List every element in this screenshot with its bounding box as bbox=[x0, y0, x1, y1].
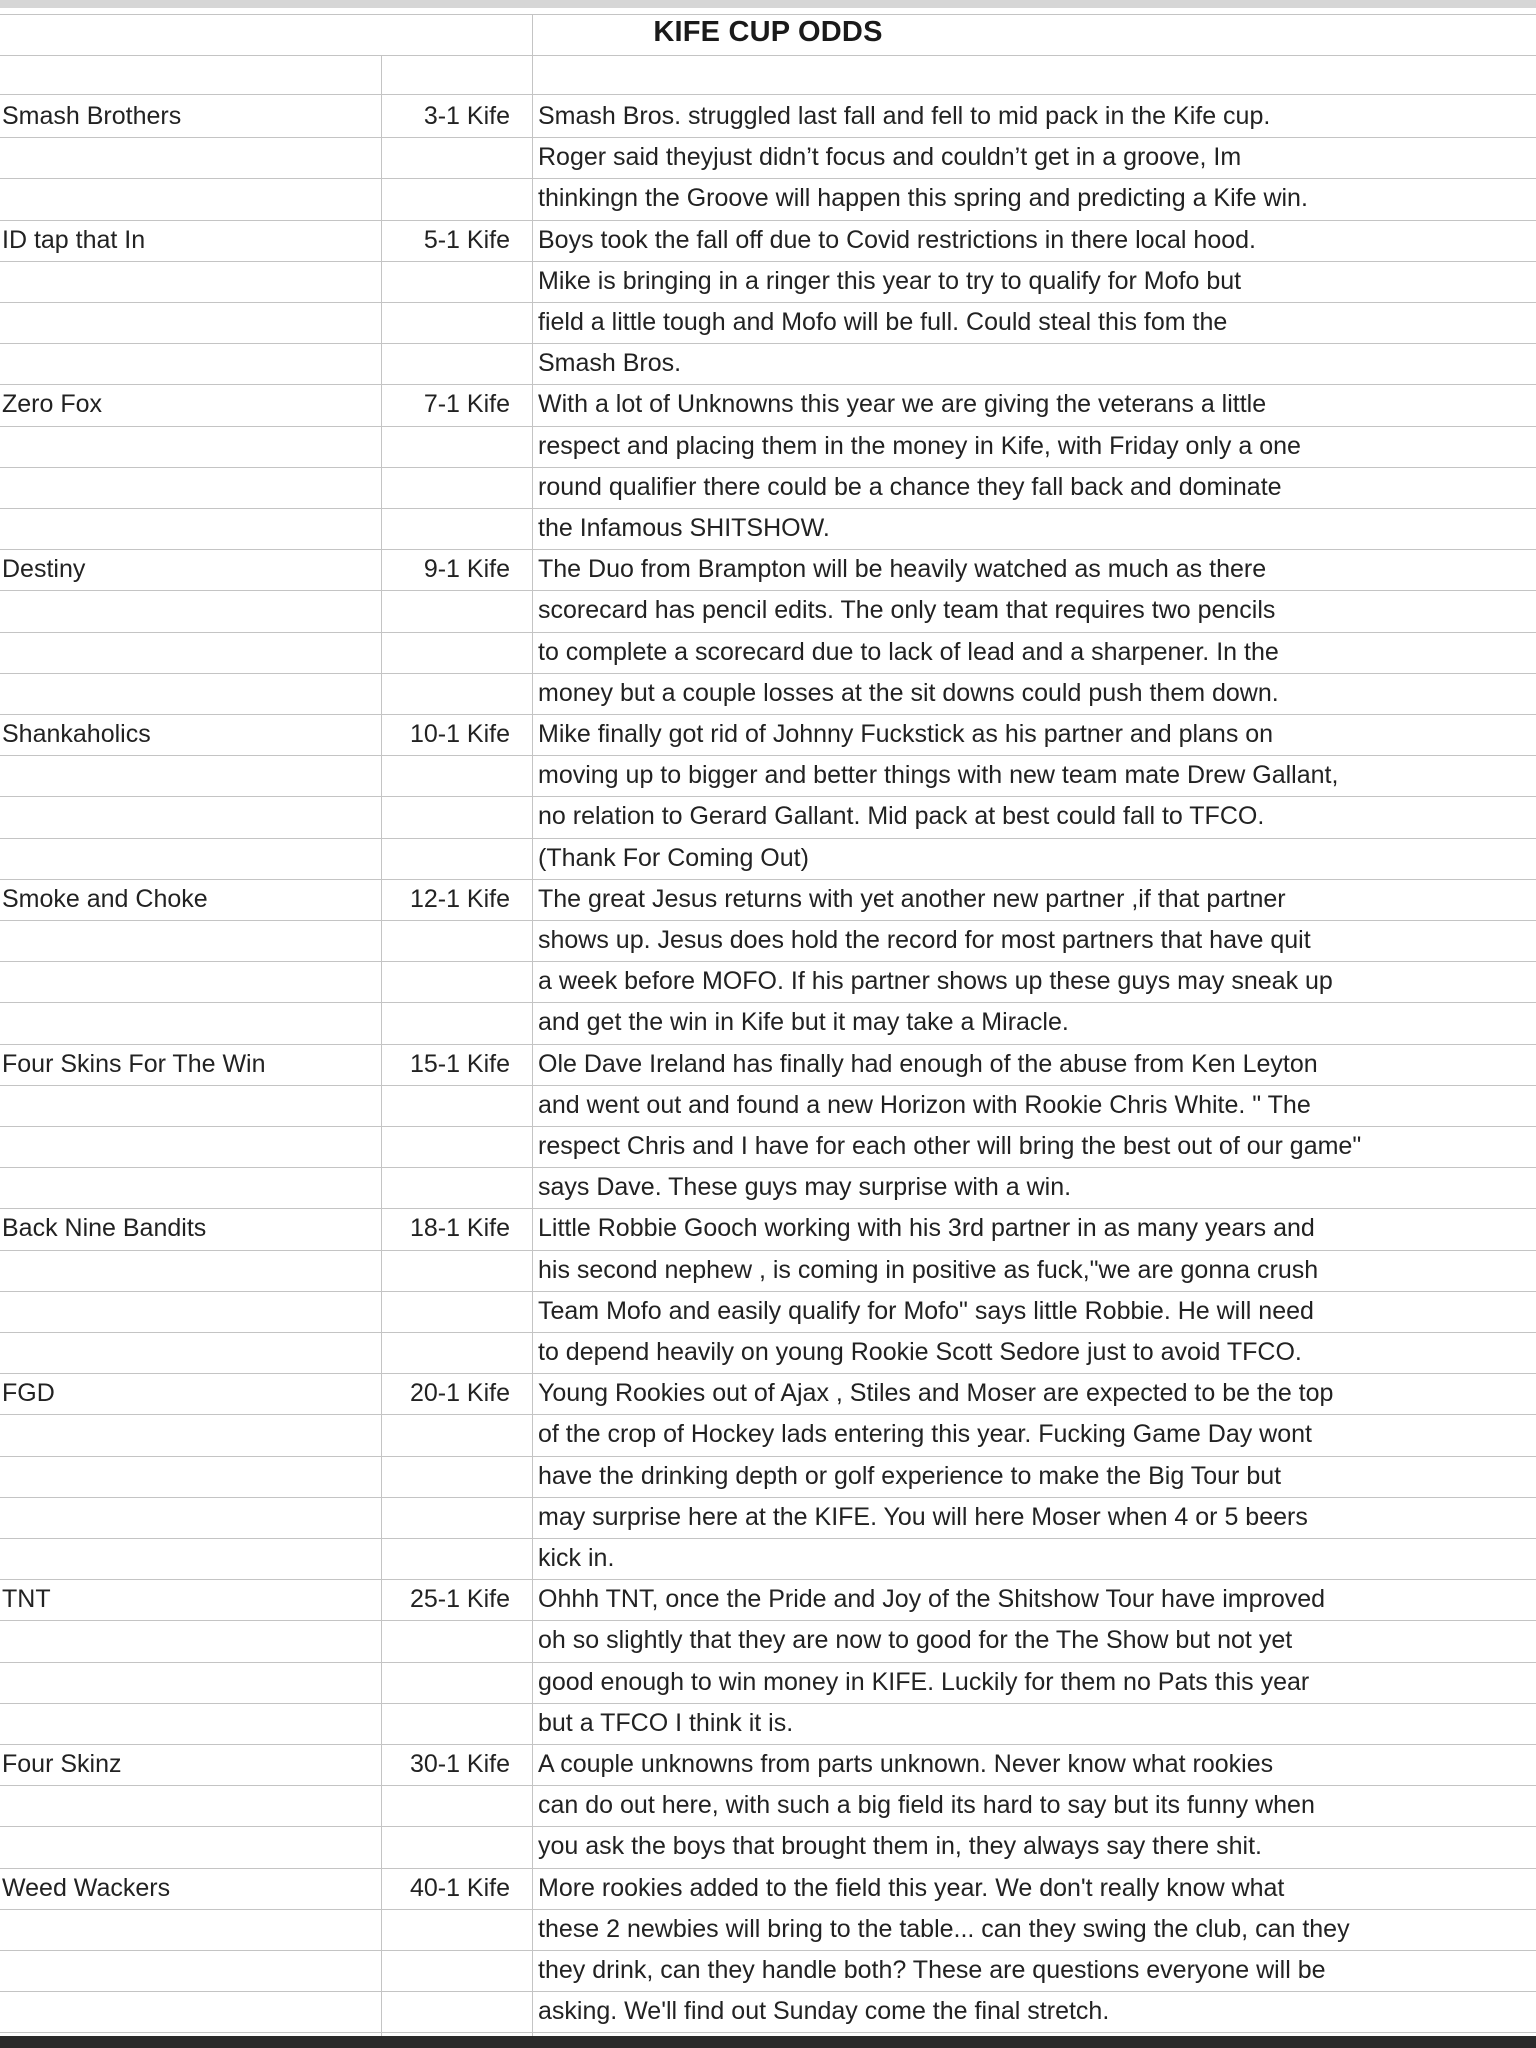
team-description-line: may surprise here at the KIFE. You will here Moser when 4 or 5 beers bbox=[538, 1502, 1308, 1531]
row-gridline bbox=[0, 14, 1536, 15]
team-name: Back Nine Bandits bbox=[2, 1214, 207, 1243]
team-description-line: no relation to Gerard Gallant. Mid pack at best could fall to TFCO. bbox=[538, 802, 1265, 831]
team-description-line: Boys took the fall off due to Covid restrictions in there local hood. bbox=[538, 225, 1256, 254]
team-description-line: Roger said theyjust didn’t focus and couldn’t get in a groove, Im bbox=[538, 143, 1242, 172]
team-description-line: have the drinking depth or golf experience to make the Big Tour but bbox=[538, 1461, 1282, 1490]
team-description-line: Little Robbie Gooch working with his 3rd partner in as many years and bbox=[538, 1214, 1315, 1243]
team-description-line: respect Chris and I have for each other will bring the best out of our game" bbox=[538, 1132, 1362, 1160]
row-gridline bbox=[0, 94, 1536, 95]
team-description-line: kick in. bbox=[538, 1544, 615, 1572]
team-odds: 30-1 Kife bbox=[409, 1750, 510, 1778]
team-description-line: The great Jesus returns with yet another new partner ,if that partner bbox=[538, 884, 1286, 913]
bottom-border bbox=[0, 2036, 1536, 2048]
team-odds: 18-1 Kife bbox=[409, 1214, 510, 1243]
team-odds: 15-1 Kife bbox=[409, 1049, 510, 1078]
team-description-line: field a little tough and Mofo will be full. Could steal this fom the bbox=[538, 308, 1228, 336]
team-description-line: Smash Bros. struggled last fall and fell to mid pack in the Kife cup. bbox=[538, 102, 1271, 130]
team-name: TNT bbox=[2, 1585, 51, 1614]
team-name: FGD bbox=[2, 1379, 55, 1408]
team-odds: 9-1 Kife bbox=[423, 555, 510, 584]
team-description-line: can do out here, with such a big field its hard to say but its funny when bbox=[538, 1791, 1315, 1820]
team-name: Smash Brothers bbox=[2, 102, 182, 130]
row-gridline bbox=[0, 55, 1536, 56]
team-description-line: and get the win in Kife but it may take a Miracle. bbox=[538, 1008, 1069, 1037]
team-odds: 12-1 Kife bbox=[409, 884, 510, 913]
team-description-line: but a TFCO I think it is. bbox=[538, 1708, 794, 1737]
team-description-line: and went out and found a new Horizon with Rookie Chris White. " The bbox=[538, 1090, 1311, 1119]
team-description-line: round qualifier there could be a chance they fall back and dominate bbox=[538, 472, 1282, 501]
team-odds: 20-1 Kife bbox=[409, 1379, 510, 1408]
team-description-line: of the crop of Hockey lads entering this year. Fucking Game Day wont bbox=[538, 1420, 1312, 1449]
team-description-line: oh so slightly that they are now to good for the The Show but not yet bbox=[538, 1626, 1293, 1655]
team-description-line: Ole Dave Ireland has finally had enough of the abuse from Ken Leyton bbox=[538, 1049, 1318, 1078]
team-description-line: The Duo from Brampton will be heavily watched as much as there bbox=[538, 555, 1267, 584]
team-description-line: his second nephew , is coming in positive as fuck,"we are gonna crush bbox=[538, 1255, 1319, 1284]
team-description-line: scorecard has pencil edits. The only team that requires two pencils bbox=[538, 596, 1276, 625]
team-description-line: asking. We'll find out Sunday come the final stretch. bbox=[538, 1997, 1110, 2026]
team-name: Four Skins For The Win bbox=[2, 1049, 266, 1078]
team-description-line: respect and placing them in the money in Kife, with Friday only a one bbox=[538, 431, 1301, 460]
team-name: Weed Wackers bbox=[2, 1873, 171, 1902]
team-name: Smoke and Choke bbox=[2, 884, 208, 913]
team-description-line: a week before MOFO. If his partner shows up these guys may sneak up bbox=[538, 967, 1333, 996]
team-description-line: A couple unknowns from parts unknown. Never know what rookies bbox=[538, 1750, 1274, 1778]
team-name: Destiny bbox=[2, 555, 86, 584]
team-description-line: Team Mofo and easily qualify for Mofo" says little Robbie. He will need bbox=[538, 1296, 1314, 1325]
team-description-line: Young Rookies out of Ajax , Stiles and Moser are expected to be the top bbox=[538, 1379, 1334, 1408]
team-description-line: moving up to bigger and better things with new team mate Drew Gallant, bbox=[538, 761, 1339, 790]
team-odds: 7-1 Kife bbox=[423, 390, 510, 419]
team-description-line: these 2 newbies will bring to the table... can they swing the club, can they bbox=[538, 1914, 1350, 1943]
sheet-title: KIFE CUP ODDS bbox=[653, 16, 883, 48]
row-gridline bbox=[0, 343, 1536, 344]
column-gridline bbox=[532, 14, 533, 2036]
team-name: ID tap that In bbox=[2, 225, 146, 254]
team-description-line: good enough to win money in KIFE. Luckily for them no Pats this year bbox=[538, 1667, 1310, 1696]
row-gridline bbox=[0, 2032, 1536, 2033]
column-gridline bbox=[381, 55, 382, 2036]
team-description-line: they drink, can they handle both? These are questions everyone will be bbox=[538, 1956, 1326, 1984]
team-description-line: Mike is bringing in a ringer this year to try to qualify for Mofo but bbox=[538, 266, 1242, 295]
team-odds: 10-1 Kife bbox=[409, 720, 510, 748]
team-description-line: More rookies added to the field this year. We don't really know what bbox=[538, 1873, 1285, 1902]
team-description-line: says Dave. These guys may surprise with a win. bbox=[538, 1173, 1072, 1202]
team-description-line: to complete a scorecard due to lack of lead and a sharpener. In the bbox=[538, 637, 1279, 666]
team-odds: 40-1 Kife bbox=[409, 1873, 510, 1902]
team-description-line: Ohhh TNT, once the Pride and Joy of the Shitshow Tour have improved bbox=[538, 1585, 1326, 1614]
team-name: Shankaholics bbox=[2, 720, 151, 748]
team-name: Four Skinz bbox=[2, 1750, 122, 1778]
team-description-line: shows up. Jesus does hold the record for most partners that have quit bbox=[538, 926, 1311, 954]
row-gridline bbox=[0, 1538, 1536, 1539]
team-description-line: thinkingn the Groove will happen this spring and predicting a Kife win. bbox=[538, 184, 1308, 213]
team-description-line: you ask the boys that brought them in, they always say there shit. bbox=[538, 1832, 1262, 1861]
team-odds: 25-1 Kife bbox=[409, 1585, 510, 1614]
team-description-line: the Infamous SHITSHOW. bbox=[538, 514, 830, 542]
team-description-line: Mike finally got rid of Johnny Fuckstick as his partner and plans on bbox=[538, 720, 1274, 748]
team-description-line: With a lot of Unknowns this year we are giving the veterans a little bbox=[538, 390, 1267, 419]
team-odds: 5-1 Kife bbox=[423, 225, 510, 254]
team-description-line: to depend heavily on young Rookie Scott Sedore just to avoid TFCO. bbox=[538, 1338, 1302, 1366]
team-name: Zero Fox bbox=[2, 390, 103, 419]
team-description-line: Smash Bros. bbox=[538, 349, 682, 378]
team-description-line: money but a couple losses at the sit downs could push them down. bbox=[538, 678, 1279, 707]
team-description-line: (Thank For Coming Out) bbox=[538, 843, 809, 872]
team-odds: 3-1 Kife bbox=[423, 102, 510, 130]
